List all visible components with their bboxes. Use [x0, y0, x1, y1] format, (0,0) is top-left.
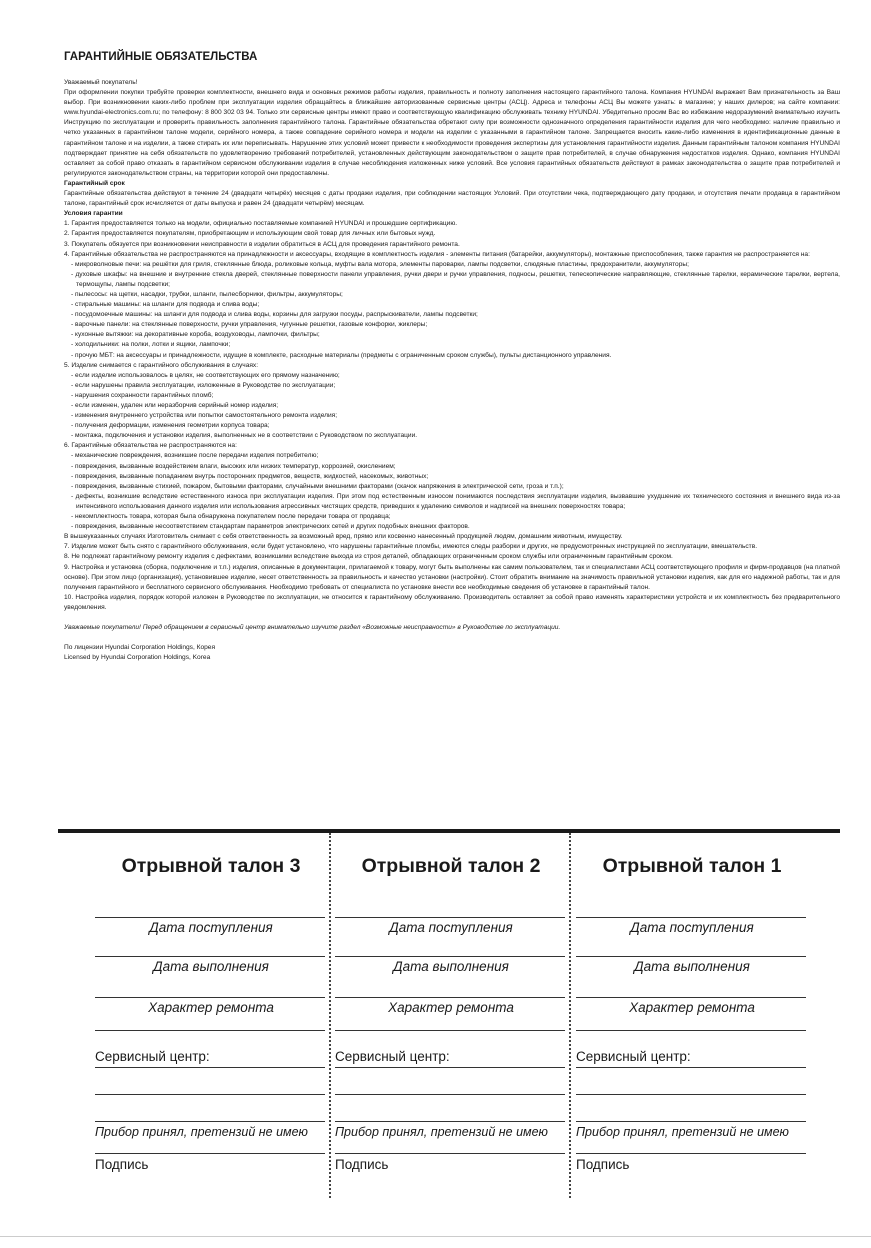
field-line [335, 1067, 565, 1068]
condition-4-item: - духовые шкафы: на внешние и внутренние стекла дверей, стеклянные поверхности панели управления, ручки двери и ручки управления, подносы, решетки, телескопические направляющие, стеклянные тарелки, керамические тарелки, вертела, термощупы, лампы подсветки; [71, 270, 840, 288]
field-line [576, 1067, 806, 1068]
condition-4-item: - варочные панели: на стеклянные поверхности, ручки управления, чугунные решетки, газовые конфорки, жиклеры; [71, 321, 428, 329]
license-en: Licensed by Hyundai Corporation Holdings, Korea [64, 654, 211, 662]
coupon-1 [576, 833, 808, 1193]
condition-4-item: - стиральные машины: на шланги для подвода и слива воды; [71, 301, 260, 309]
condition-6-item: - повреждения, вызванные несоответствием стандартам параметров электрических сетей и других подобных внешних факторов. [71, 523, 470, 531]
field-line [576, 917, 806, 918]
repair-type-label: Характер ремонта [148, 1000, 274, 1015]
field-line [95, 997, 325, 998]
condition-4-item: - микроволновые печи: на решётки для гриля, стеклянные блюда, роликовые кольца, муфты вала мотора, элементы пароварки, лампы подсветки, слюдяные пластины, предохранители, аккумуляторы; [71, 260, 689, 268]
date-completed-label: Дата выполнения [634, 959, 750, 974]
perforation-line [569, 833, 571, 1198]
conditions-heading: Условия гарантии [64, 210, 123, 218]
condition-5-item: - изменения внутреннего устройства или попытки самостоятельного ремонта изделия; [71, 412, 338, 420]
condition-10: 10. Настройка изделия, порядок которой изложен в Руководстве по эксплуатации, не относится к гарантийному обслуживанию. Производитель оставляет за собой право изменять характеристики устройств и их комплектность без предварительного уведомления. [64, 593, 840, 611]
field-line [95, 1030, 325, 1031]
field-line [576, 956, 806, 957]
date-received-label: Дата поступления [389, 920, 513, 935]
repair-type-label: Характер ремонта [629, 1000, 755, 1015]
field-line [335, 1121, 565, 1122]
field-line [576, 1153, 806, 1154]
page-bottom-rule [0, 1236, 871, 1237]
condition-9: 9. Настройка и установка (сборка, подключение и т.п.) изделия, описанные в документации, прилагаемой к товару, могут быть выполнены как самим пользователем, так и специалистами АСЦ соответствующего профиля и фирм-продавцов (на платной основе). При этом лицо (организация), установившее изделие, несет ответственность за правильность и качество установки (настройки). Стоит обратить внимание на значимость правильной установки изделия, как для его надежной работы, так и для получения гарантийного и бесплатного сервисного обслуживания. Необходимо требовать от специалиста по установке внести все необходимые сведения об установке в гарантийный талон. [64, 563, 840, 591]
condition-4-item: - кухонные вытяжки: на декоративные короба, воздуховоды, лампочки, фильтры; [71, 331, 320, 339]
greeting: Уважаемый покупатель! [64, 79, 138, 86]
condition-5: 5. Изделие снимается с гарантийного обслуживания в случаях: [64, 361, 259, 369]
field-line [95, 1121, 325, 1122]
field-line [335, 1153, 565, 1154]
condition-2: 2. Гарантия предоставляется покупателям, приобретающим и использующим свой товар для личных или бытовых нужд. [64, 230, 436, 238]
field-line [335, 1094, 565, 1095]
condition-4-item: - холодильники: на полки, лотки и ящики, лампочки; [71, 341, 231, 349]
condition-5-item: - если нарушены правила эксплуатации, изложенные в Руководстве по эксплуатации; [71, 381, 336, 389]
field-line [95, 1153, 325, 1154]
warranty-period-heading: Гарантийный срок [64, 179, 125, 187]
accepted-label: Прибор принял, претензий не имею [95, 1125, 308, 1139]
condition-5-item: - если изделие использовалось в целях, не соответствующих его прямому назначению; [71, 371, 340, 379]
field-line [576, 1030, 806, 1031]
date-completed-label: Дата выполнения [153, 959, 269, 974]
license-ru: По лицензии Hyundai Corporation Holdings, Корея [64, 644, 216, 652]
coupon-3 [95, 833, 327, 1193]
condition-6-tail: В вышеуказанных случаях Изготовитель снимает с себя ответственность за возможный вред, прямо или косвенно нанесенный продукцией людям, домашним животным, имуществу. [64, 533, 623, 541]
date-completed-label: Дата выполнения [393, 959, 509, 974]
condition-6-item: - повреждения, вызванные стихией, пожаром, бытовыми факторами, случайными внешними факторами (скачок напряжения в электрической сети, гроза и т.п.); [71, 482, 564, 490]
signature-label: Подпись [95, 1157, 149, 1172]
condition-4: 4. Гарантийные обязательства не распространяются на принадлежности и аксессуары, входящие в комплектность изделия - элементы питания (батарейки, аккумуляторы), монтажные приспособления, также гарантия не распространяется на: [64, 250, 810, 258]
field-line [576, 1121, 806, 1122]
field-line [335, 956, 565, 957]
field-line [335, 997, 565, 998]
field-line [335, 1030, 565, 1031]
condition-3: 3. Покупатель обязуется при возникновении неисправности в изделии обратиться в АСЦ для проведения гарантийного ремонта. [64, 240, 460, 248]
condition-6-item: - некомплектность товара, которая была обнаружена покупателем после передачи товара от продавца; [71, 513, 391, 521]
document-title: ГАРАНТИЙНЫЕ ОБЯЗАТЕЛЬСТВА [64, 51, 258, 63]
condition-5-item: - монтажа, подключения и установки изделия, выполненных не в соответствии с Руководством по эксплуатации. [71, 432, 418, 440]
condition-5-item: - если изменен, удален или неразборчив серийный номер изделия; [71, 402, 279, 409]
condition-5-item: - получения деформации, изменения геометрии корпуса товара; [71, 422, 270, 430]
warranty-period-text: Гарантийные обязательства действуют в течение 24 (двадцати четырёх) месяцев с даты продажи изделия, при соблюдении настоящих Условий. При отсутствии чека, подтверждающего дату продажи, и отсутствия печати продавца в гарантийном талоне, гарантийный срок исчисляется от даты выпуска и равен 24 (двадцати четырём) месяцам. [64, 190, 840, 208]
condition-6-item: - повреждения, вызванные воздействием влаги, высоких или низких температур, коррозией, окислением; [71, 462, 396, 470]
accepted-label: Прибор принял, претензий не имею [335, 1125, 548, 1139]
condition-8: 8. Не подлежат гарантийному ремонту изделия с дефектами, возникшими вследствие выхода из строя деталей, обладающих ограниченным сроком службы или ограниченным гарантийным сроком. [64, 553, 673, 561]
coupon-2 [335, 833, 567, 1193]
condition-6-item: - повреждения, вызванные попаданием внутрь посторонних предметов, веществ, жидкостей, насекомых, животных; [71, 472, 429, 480]
condition-5-item: - нарушения сохранности гарантийных пломб; [71, 391, 214, 399]
condition-6: 6. Гарантийные обязательства не распространяются на: [64, 442, 237, 450]
perforation-line [329, 833, 331, 1198]
accepted-label: Прибор принял, претензий не имею [576, 1125, 789, 1139]
service-center-label: Сервисный центр: [335, 1049, 450, 1064]
customer-note: Уважаемые покупатели! Перед обращением в сервисный центр внимательно изучите раздел «Возможные неисправности» в Руководстве по эксплуатации. [64, 623, 561, 631]
field-line [95, 917, 325, 918]
field-line [576, 1094, 806, 1095]
condition-6-item: - дефекты, возникшие вследствие естественного износа при эксплуатации изделия. При этом под естественным износом понимаются последствия эксплуатации изделия, вызвавшие ухудшение их технического состояния и внешнего вида из-за интенсивного использования данного изделия или использования агрессивных чистящих средств, приведших к удалению символов и надписей на внешних поверхностях товара; [71, 492, 840, 510]
condition-4-item: - посудомоечные машины: на шланги для подвода и слива воды, корзины для загрузки посуды, распрыскиватели, лампы подсветки; [71, 311, 478, 319]
date-received-label: Дата поступления [149, 920, 273, 935]
coupon-title: Отрывной талон 1 [602, 855, 782, 877]
condition-4-item: - прочую МБТ: на аксессуары и принадлежности, идущие в комплекте, расходные материалы (предметы с ограниченным сроком службы), пульты дистанционного управления. [71, 351, 612, 359]
signature-label: Подпись [576, 1157, 630, 1172]
field-line [576, 997, 806, 998]
date-received-label: Дата поступления [630, 920, 754, 935]
tear-off-coupons [0, 833, 871, 1203]
service-center-label: Сервисный центр: [576, 1049, 691, 1064]
field-line [95, 956, 325, 957]
condition-7: 7. Изделие может быть снято с гарантийного обслуживания, если будет установлено, что нарушены гарантийные пломбы, имеются следы разборки и других, не предусмотренных инструкцией по эксплуатации, вмешательств. [64, 543, 758, 551]
intro-paragraph: При оформлении покупки требуйте проверки комплектности, внешнего вида и основных режимов работы изделия, правильность и полноту заполнения настоящего гарантийного талона. Компания HYUNDAI выражает Вам признательность за Ваш выбор. При возникновении каких-либо проблем при эксплуатации изделия обращайтесь в ближайшие авторизованные сервисные центры (АСЦ). Адреса и телефоны АСЦ Вы можете узнать: в магазине; у наших дилеров; на сайте компании: www.hyundai-electronics.com.ru; по телефону: 8 800 302 03 94. Только эти сервисные центры имеют право и соответствующую квалификацию обслуживать технику HYUNDAI. Убедительно просим Вас во избежание недоразумений внимательно изучить Инструкцию по эксплуатации и проверить правильность заполнения гарантийного талона. Гарантийные обязательства обретают силу при возможности однозначного определения гарантийности изделия для чего необходимо: наличие правильно и четко указанных в гарантийном талоне модели, серийного номера, а также совпадение серийного номера и модели на изделии с указанными в гарантийном талоне. Запрещается вносить какие-либо изменения в идентификационные данные в гарантийном талоне и на изделии, а также стирать их или переписывать. Нарушение этих условий может привести к необходимости проведения экспертизы для установления гарантийности изделия. Данным гарантийным талоном компания HYUNDAI подтверждает принятие на себя обязательств по удовлетворению требований потребителей, установленных действующим законодательством о защите прав потребителей, в случае обнаружения недостатков изделия. Однако, компания HYUNDAI оставляет за собой право отказать в гарантийном сервисном обслуживании изделия в случае несоблюдения изложенных ниже условий. Все условия гарантийных обязательств действуют в рамках законодательства о защите прав потребителей и регулируются законодательством страны, на территории которой они предоставлены. [64, 89, 840, 177]
field-line [95, 1094, 325, 1095]
service-center-label: Сервисный центр: [95, 1049, 210, 1064]
field-line [335, 917, 565, 918]
condition-4-item: - пылесосы: на щетки, насадки, трубки, шланги, пылесборники, фильтры, аккумуляторы; [71, 290, 343, 298]
coupon-title: Отрывной талон 2 [361, 855, 541, 877]
warranty-document [64, 50, 840, 663]
field-line [95, 1067, 325, 1068]
coupon-title: Отрывной талон 3 [121, 855, 301, 877]
condition-6-item: - механические повреждения, возникшие после передачи изделия потребителю; [71, 452, 319, 460]
repair-type-label: Характер ремонта [388, 1000, 514, 1015]
condition-1: 1. Гарантия предоставляется только на модели, официально поставляемые компанией HYUNDAI и прошедшие сертификацию. [64, 220, 458, 228]
signature-label: Подпись [335, 1157, 389, 1172]
